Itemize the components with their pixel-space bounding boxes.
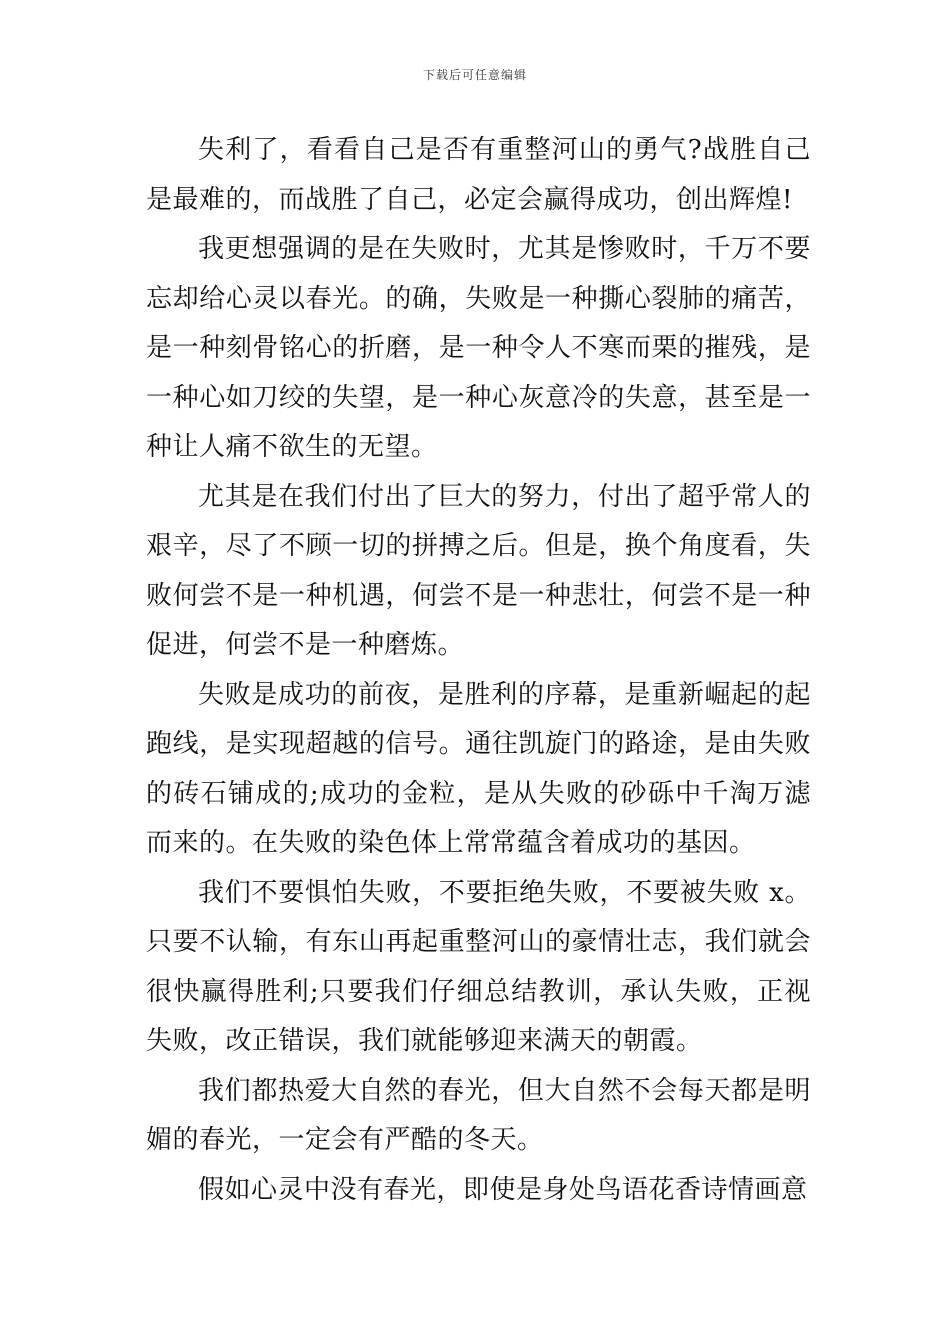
paragraph-1: 失利了，看看自己是否有重整河山的勇气?战胜自己是最难的，而战胜了自己，必定会赢得成功，创出辉煌! bbox=[146, 135, 811, 215]
document-body bbox=[146, 126, 811, 1215]
paragraph-5: 我们不要惧怕失败，不要拒绝失败，不要被失败 x。只要不认输，有东山再起重整河山的豪情壮志，我们就会很快赢得胜利;只要我们仔细总结教训，承认失败，正视失败，改正错误，我们就能够迎来满天的朝霞。 bbox=[146, 877, 811, 1056]
paragraph-2: 我更想强调的是在失败时，尤其是惨败时，千万不要忘却给心灵以春光。的确，失败是一种撕心裂肺的痛苦，是一种刻骨铭心的折磨，是一种令人不寒而栗的摧残，是一种心如刀绞的失望，是一种心灰意冷的失意，甚至是一种让人痛不欲生的无望。 bbox=[146, 234, 811, 462]
paragraph-3: 尤其是在我们付出了巨大的努力，付出了超乎常人的艰辛，尽了不顾一切的拼搏之后。但是，换个角度看，失败何尝不是一种机遇，何尝不是一种悲壮，何尝不是一种促进，何尝不是一种磨炼。 bbox=[146, 481, 811, 660]
paragraph-4: 失败是成功的前夜，是胜利的序幕，是重新崛起的起跑线，是实现超越的信号。通往凯旋门的路途，是由失败的砖石铺成的;成功的金粒，是从失败的砂砾中千淘万滤而来的。在失败的染色体上常常蕴含着成功的基因。 bbox=[146, 679, 811, 858]
paragraph-7: 假如心灵中没有春光，即使是身处鸟语花香诗情画意 bbox=[198, 1174, 808, 1205]
paragraph-6: 我们都热爱大自然的春光，但大自然不会每天都是明媚的春光，一定会有严酷的冬天。 bbox=[146, 1075, 811, 1155]
page-header: 下载后可任意编辑 bbox=[422, 68, 527, 82]
